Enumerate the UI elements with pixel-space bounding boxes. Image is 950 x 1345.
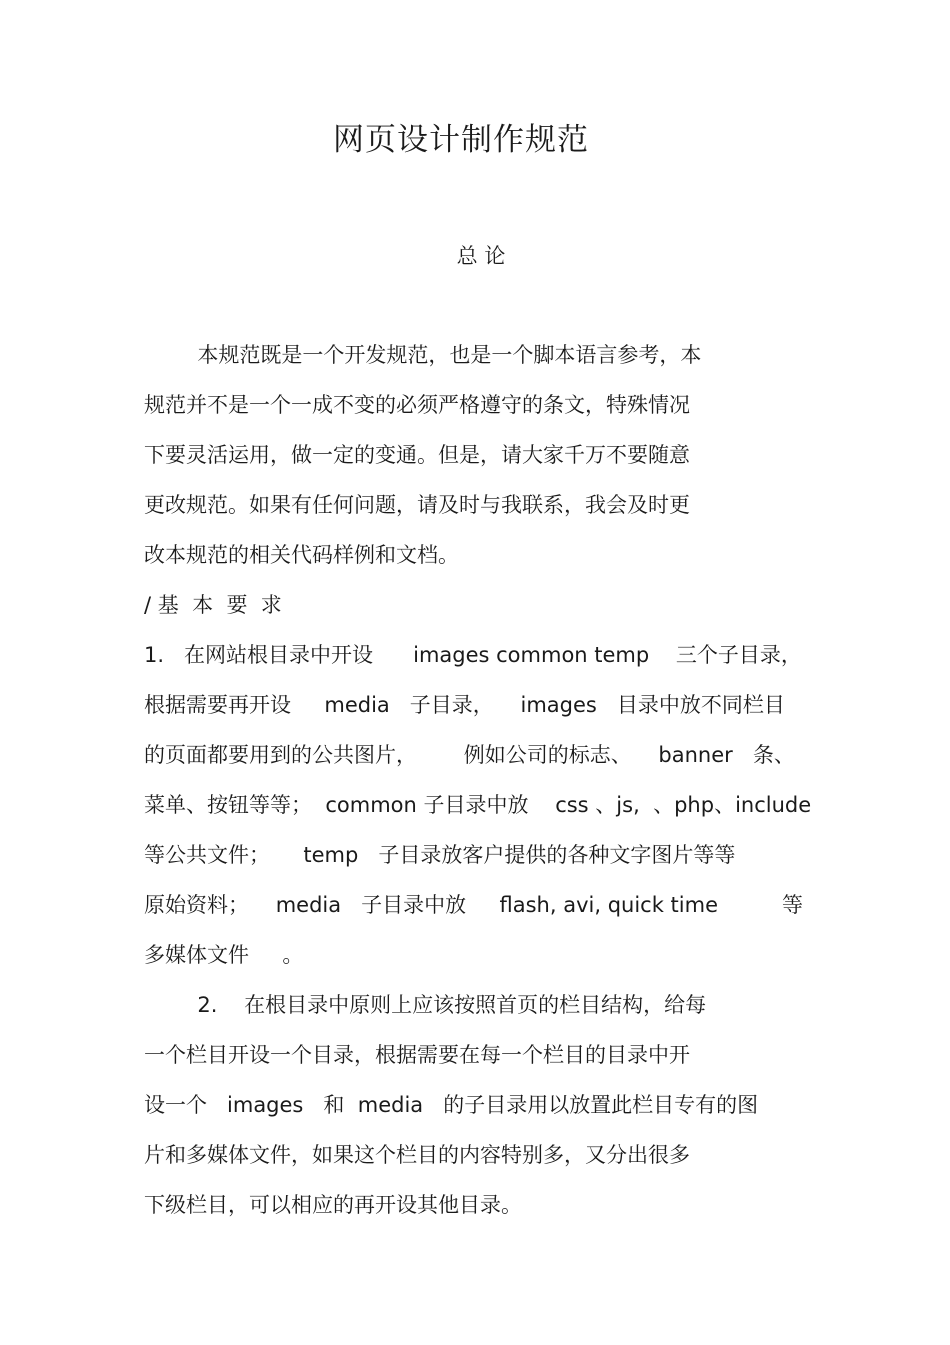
paragraph-line: 规范并不是一个一成不变的必须严格遵守的条文，特殊情况 [144,393,690,417]
list-item-line: 的页面都要用到的公共图片， 例如公司的标志、 banner 条、 [144,743,795,767]
list-item-line: 等公共文件； temp 子目录放客户提供的各种文字图片等等 [144,843,736,867]
list-item-line: 2. 在根目录中原则上应该按照首页的栏目结构，给每 [144,993,707,1017]
list-item-line: 多媒体文件 。 [144,943,304,967]
list-item-line: 一个栏目开设一个目录，根据需要在每一个栏目的目录中开 [144,1043,690,1067]
paragraph-line: 本规范既是一个开发规范，也是一个脚本语言参考，本 [144,343,702,367]
paragraph-line: 下要灵活运用，做一定的变通。但是，请大家千万不要随意 [144,443,690,467]
section-title: 总 论 [456,244,506,268]
list-item-line: 原始资料； media 子目录中放 flash, avi, quick time [144,893,718,917]
list-item-line: 下级栏目，可以相应的再开设其他目录。 [144,1193,522,1217]
paragraph-line: 改本规范的相关代码样例和文档。 [144,543,459,567]
list-item-line: 菜单、按钮等等； common 子目录中放 css 、js, 、php、include [144,793,812,817]
page-title: 网页设计制作规范 [333,122,589,158]
section-heading: / 基 本 要 求 [144,593,282,617]
list-item-trailing-word: 等 [782,893,803,917]
list-item-line: 根据需要再开设 media 子目录， images 目录中放不同栏目 [144,693,785,717]
list-item-line: 设一个 images 和 media 的子目录用以放置此栏目专有的图 [144,1093,759,1117]
list-item-line: 1. 在网站根目录中开设 images common temp 三个子目录， [144,643,802,667]
list-item-line: 片和多媒体文件，如果这个栏目的内容特别多，又分出很多 [144,1143,690,1167]
paragraph-line: 更改规范。如果有任何问题，请及时与我联系，我会及时更 [144,493,690,517]
